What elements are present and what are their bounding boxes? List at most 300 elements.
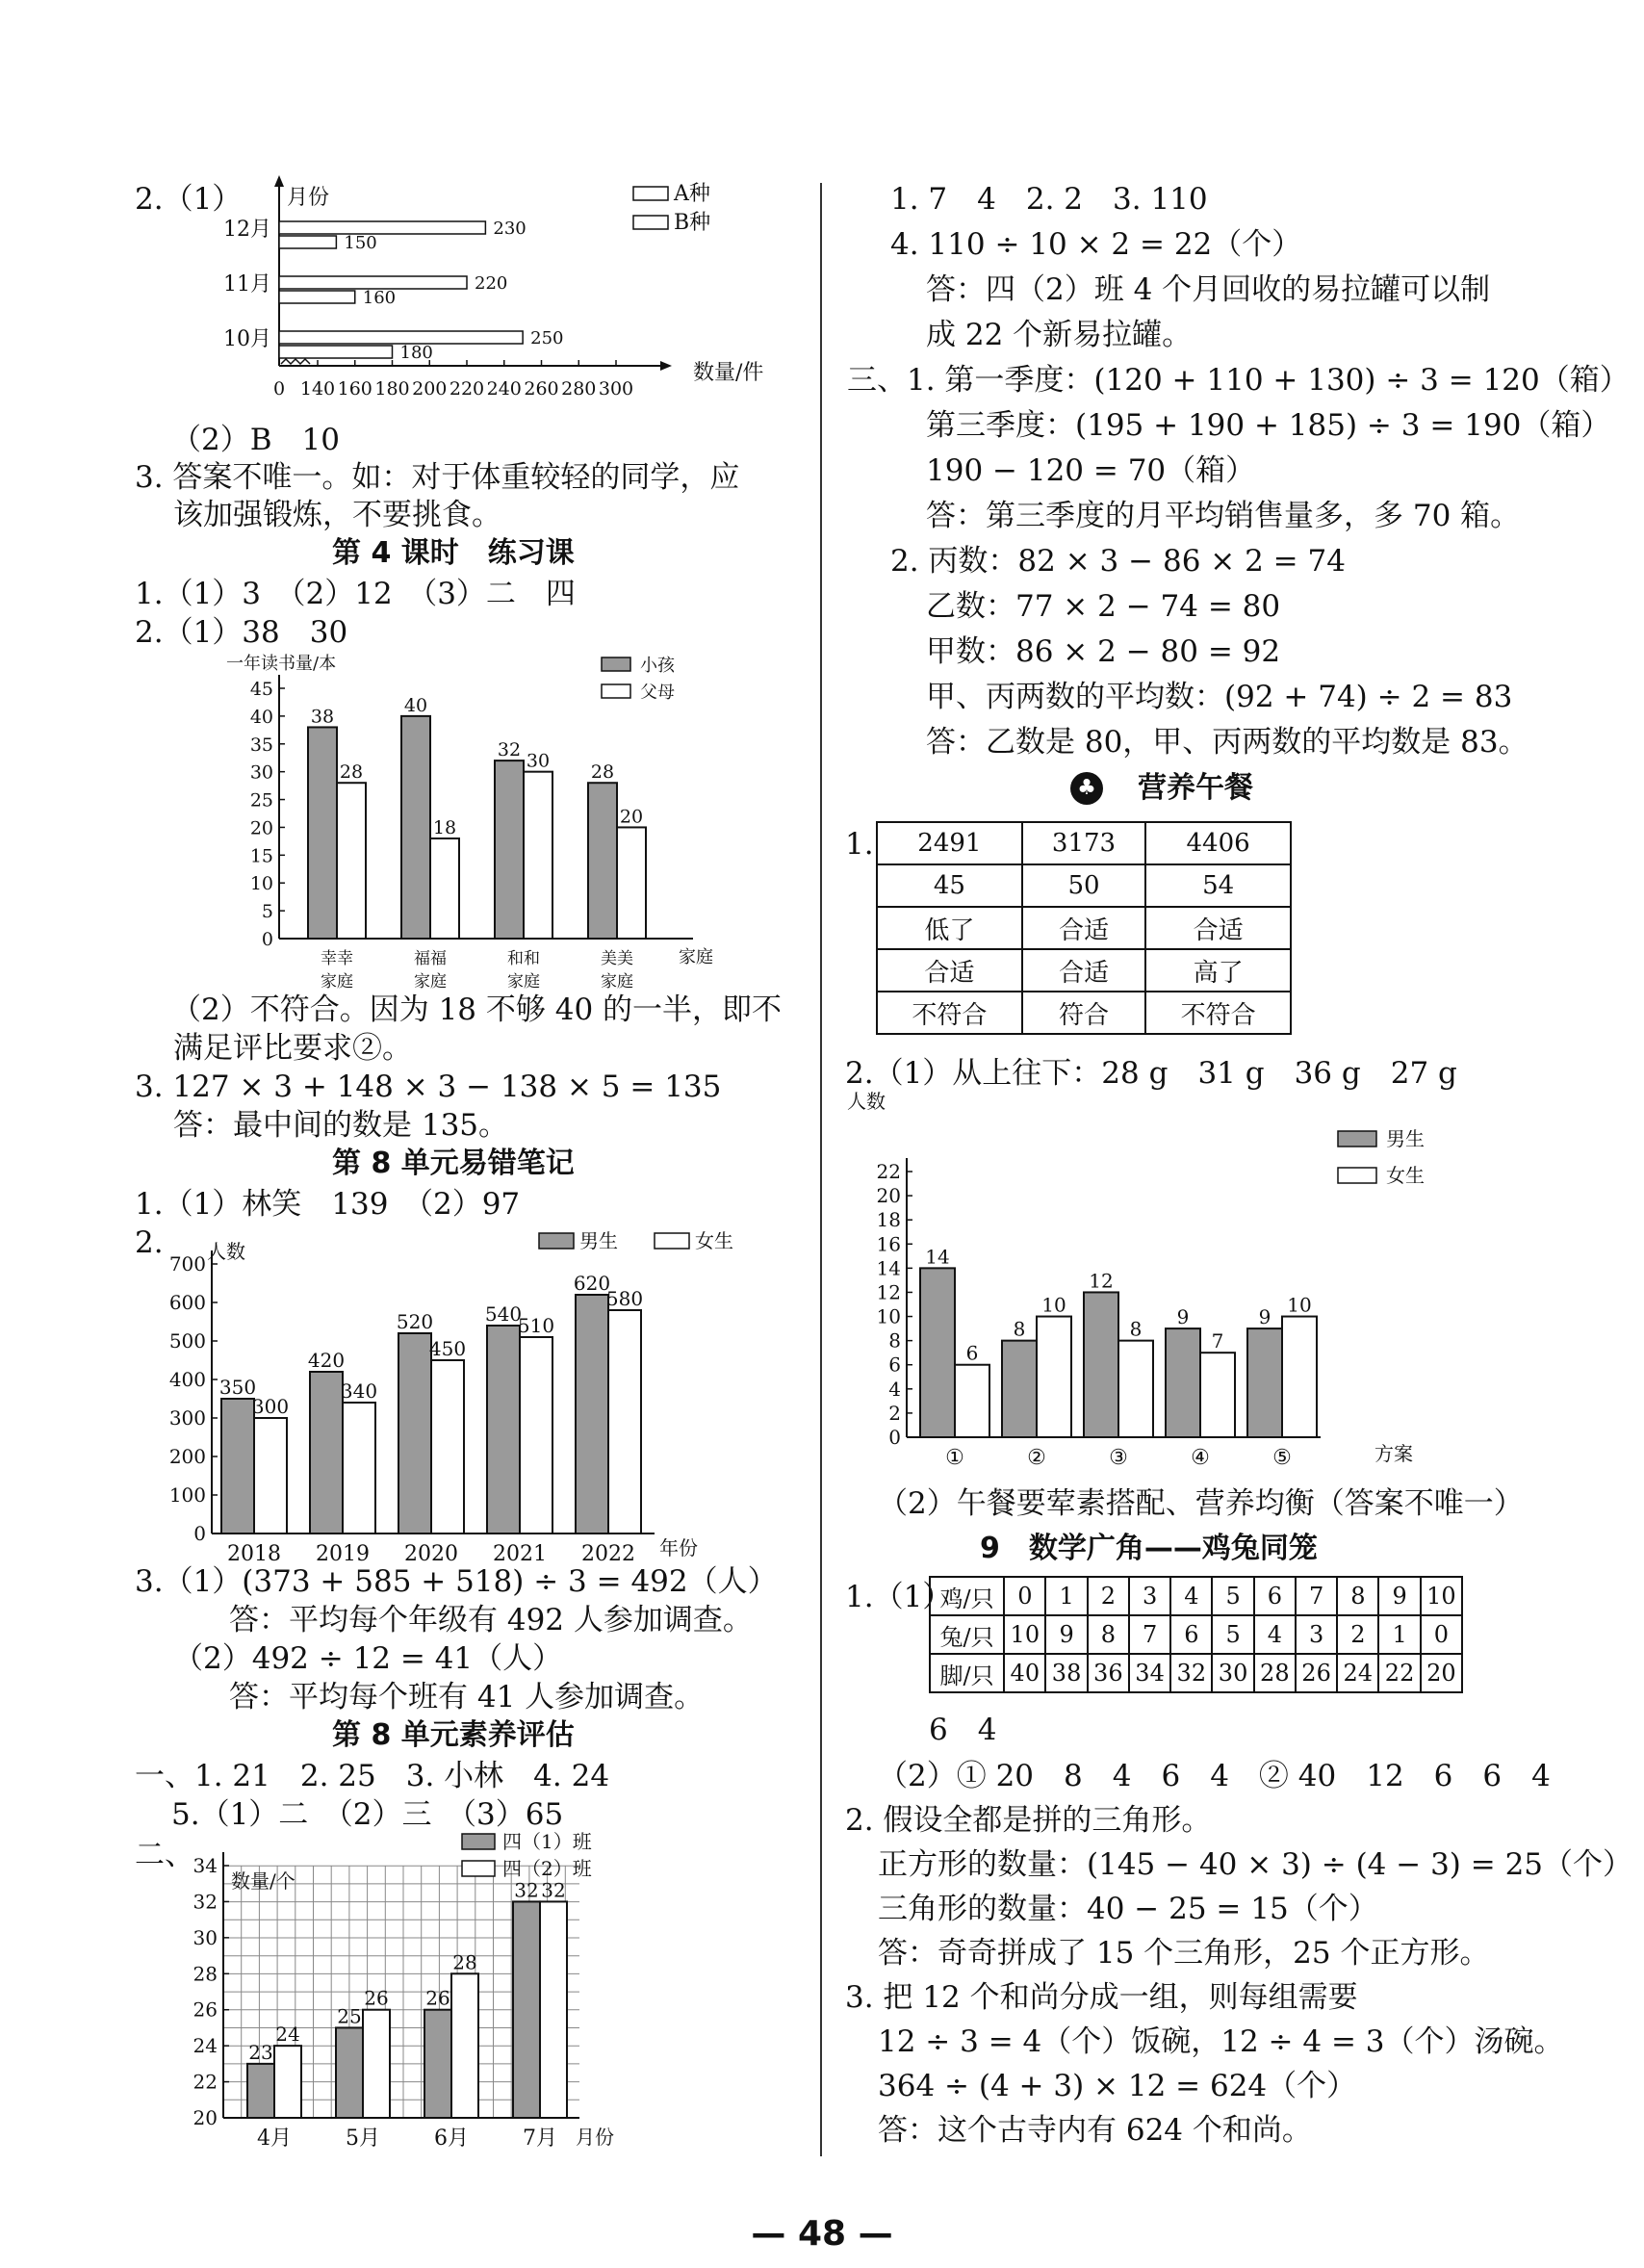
- y-tick-label: 6: [888, 1353, 901, 1377]
- data-label: 14: [925, 1245, 950, 1269]
- axis-break: [281, 359, 310, 364]
- table-cell: 2491: [877, 822, 1022, 864]
- x-axis-label: 方案: [1374, 1442, 1413, 1465]
- data-label: 12: [1089, 1269, 1114, 1293]
- math-q2: 2. 假设全都是拼的三角形。: [845, 1803, 1212, 1838]
- y-tick-label: 200: [168, 1445, 206, 1468]
- data-label: 23: [248, 2040, 273, 2064]
- category-label: ①: [945, 1446, 964, 1470]
- data-label: 420: [307, 1349, 346, 1372]
- bar: [337, 783, 366, 939]
- data-label: 160: [362, 288, 397, 308]
- l4-q3-line1: 3. 127 × 3 + 148 × 3 − 138 × 5 = 135: [135, 1070, 722, 1104]
- legend-swatch: [462, 1834, 495, 1849]
- table-cell: 20: [1421, 1654, 1462, 1692]
- math-q1: 1.（1）: [845, 1580, 953, 1614]
- page-number: — 48 —: [751, 2214, 893, 2254]
- data-label: 32: [514, 1878, 539, 1902]
- table-cell: 0: [1421, 1615, 1462, 1654]
- category-label: 2018: [227, 1542, 281, 1566]
- x-tick-label: 180: [374, 378, 410, 399]
- table-cell: 低了: [877, 907, 1022, 949]
- data-label: 32: [541, 1878, 566, 1902]
- table-cell: 30: [1212, 1654, 1253, 1692]
- table-cell: 7: [1129, 1615, 1170, 1654]
- data-label: 8: [1013, 1317, 1026, 1341]
- y-axis-label: 一年读书量/本: [226, 654, 337, 674]
- bar: [221, 1399, 254, 1533]
- math-q3c: 364 ÷ (4 + 3) × 12 = 624（个）: [878, 2069, 1357, 2103]
- legend-swatch: [602, 657, 630, 671]
- r-line3: 答：四（2）班 4 个月回收的易拉罐可以制: [926, 272, 1491, 307]
- x-axis-label: 数量/件: [693, 361, 764, 385]
- x-tick-label: 0: [272, 378, 286, 399]
- table-cell: 7: [1296, 1577, 1337, 1615]
- heading-lesson4: 第 4 课时 练习课: [332, 536, 575, 570]
- data-label: 220: [475, 273, 508, 294]
- legend-label: 男生: [1386, 1127, 1425, 1150]
- y-tick-label: 25: [249, 789, 273, 812]
- bar: [524, 772, 552, 939]
- legend-swatch: [655, 1233, 689, 1249]
- y-tick-label: 22: [876, 1160, 901, 1183]
- data-label: 8: [1129, 1317, 1143, 1341]
- x-tick-label: 200: [412, 378, 448, 399]
- table-cell: 合适: [1145, 907, 1291, 949]
- table-cell: 4: [1254, 1615, 1296, 1654]
- data-label: 38: [310, 706, 335, 728]
- y-tick-label: 34: [193, 1854, 218, 1877]
- table-row: [877, 992, 1291, 1034]
- legend-swatch: [633, 187, 668, 200]
- bar: [617, 827, 646, 939]
- bar: [520, 1337, 552, 1533]
- legend-label: 小孩: [640, 656, 675, 676]
- data-label: 580: [605, 1287, 644, 1310]
- lunch-q2b: （2）午餐要荤素搭配、营养均衡（答案不唯一）: [878, 1486, 1524, 1521]
- y-tick-label: 400: [168, 1368, 206, 1391]
- table-cell: 合适: [1022, 949, 1145, 992]
- category-label: 5月: [346, 2126, 380, 2151]
- bar: [254, 1418, 287, 1533]
- y-tick-label: 15: [249, 845, 273, 867]
- table-cell: 9: [1378, 1577, 1420, 1615]
- bar: [308, 727, 337, 939]
- table-cell: 32: [1170, 1654, 1212, 1692]
- bar: [1037, 1317, 1071, 1437]
- bar: [279, 291, 355, 303]
- y-tick-label: 22: [193, 2070, 218, 2094]
- l4-q2b-line2: 满足评比要求②。: [173, 1031, 412, 1066]
- table-cell: 5: [1212, 1577, 1253, 1615]
- q2-label: 2.（1）: [135, 182, 243, 217]
- table-cell: 50: [1022, 864, 1145, 907]
- category-label: 福福: [414, 949, 447, 968]
- data-label: 230: [493, 219, 527, 239]
- data-label: 10: [1041, 1293, 1066, 1317]
- bar: [487, 1326, 520, 1533]
- notes-q3-line2: 答：平均每个年级有 492 人参加调查。: [229, 1603, 753, 1637]
- table-cell: 合适: [877, 949, 1022, 992]
- category-label: ③: [1109, 1446, 1128, 1470]
- category-label: 4月: [257, 2126, 292, 2151]
- y-tick-label: 30: [249, 761, 273, 784]
- y-tick-label: 0: [193, 1522, 206, 1545]
- x-tick-label: 140: [299, 378, 336, 399]
- r-line6: 第三季度：(195 + 190 + 185) ÷ 3 = 190（箱）: [926, 408, 1611, 443]
- y-tick-label: 26: [193, 1997, 218, 2022]
- table-cell: 不符合: [877, 992, 1022, 1034]
- r-line13: 答：乙数是 80，甲、丙两数的平均数是 83。: [926, 725, 1528, 760]
- table-cell: 2: [1088, 1577, 1129, 1615]
- table-row: [877, 822, 1291, 864]
- bar: [398, 1333, 431, 1533]
- data-label: 250: [530, 328, 564, 348]
- x-tick-label: 160: [337, 378, 372, 399]
- data-label: 150: [344, 233, 377, 253]
- table-cell: 36: [1088, 1654, 1129, 1692]
- data-label: 340: [340, 1379, 378, 1403]
- table-cell: 合适: [1022, 907, 1145, 949]
- table-row: [877, 864, 1291, 907]
- y-axis-label: 月份: [287, 186, 330, 210]
- y-tick-label: 0: [261, 929, 273, 950]
- legend-swatch: [633, 216, 668, 229]
- table-cell: 26: [1296, 1654, 1337, 1692]
- bar: [430, 838, 459, 939]
- table-cell: 4406: [1145, 822, 1291, 864]
- bar: [363, 2010, 390, 2118]
- bar: [1002, 1341, 1037, 1437]
- math-q1b: 6 4: [929, 1713, 997, 1747]
- bar: [513, 1901, 540, 2118]
- category-label: 11月: [223, 272, 271, 296]
- data-label: 510: [517, 1314, 555, 1337]
- math-q2c: 三角形的数量：40 − 25 = 15（个）: [878, 1892, 1378, 1926]
- heading-notes: 第 8 单元易错笔记: [332, 1147, 575, 1180]
- category-label: 2019: [316, 1542, 370, 1566]
- bar: [247, 2064, 274, 2118]
- math-q3: 3. 把 12 个和尚分成一组，则每组需要: [845, 1980, 1358, 2015]
- legend-label: 父母: [640, 683, 675, 703]
- table-cell: 54: [1145, 864, 1291, 907]
- heading-math: 9 数学广角——鸡兔同笼: [980, 1532, 1318, 1565]
- data-label: 25: [337, 2004, 362, 2028]
- r-line9: 2. 丙数：82 × 3 − 86 × 2 = 74: [890, 544, 1346, 579]
- notes-q1: 1.（1）林笑 139 （2）97: [135, 1187, 521, 1222]
- r-line5: 三、1. 第一季度：(120 + 110 + 130) ÷ 3 = 120（箱）: [847, 363, 1630, 398]
- y-tick-label: 2: [888, 1401, 901, 1425]
- legend-label: 女生: [1386, 1164, 1425, 1187]
- table-cell: 兔/只: [930, 1615, 1004, 1654]
- bar: [920, 1268, 955, 1437]
- r-line10: 乙数：77 × 2 − 74 = 80: [926, 589, 1281, 624]
- table-cell: 4: [1170, 1577, 1212, 1615]
- data-label: 180: [399, 343, 433, 363]
- table-cell: 8: [1088, 1615, 1129, 1654]
- legend-swatch: [462, 1861, 495, 1876]
- bar: [274, 2046, 301, 2118]
- legend-swatch: [1338, 1131, 1376, 1147]
- chart-horizontal-bar: [221, 173, 799, 404]
- notes-q3-line4: 答：平均每个班有 41 人参加调查。: [229, 1680, 705, 1714]
- table-cell: 1: [1378, 1615, 1420, 1654]
- data-label: 300: [251, 1395, 290, 1418]
- lunch-q2: 2.（1）从上往下：28 g 31 g 36 g 27 g: [845, 1056, 1457, 1091]
- data-label: 28: [452, 1950, 477, 1974]
- x-tick-label: 280: [561, 378, 597, 399]
- data-label: 28: [339, 761, 364, 784]
- y-tick-label: 14: [876, 1256, 901, 1280]
- data-label: 26: [425, 1986, 450, 2010]
- bar: [955, 1365, 989, 1437]
- data-label: 26: [364, 1986, 389, 2010]
- y-tick-label: 32: [193, 1890, 218, 1914]
- data-label: 6: [965, 1341, 979, 1365]
- table-cell: 40: [1004, 1654, 1045, 1692]
- data-label: 9: [1258, 1305, 1272, 1329]
- table-cell: 5: [1212, 1615, 1253, 1654]
- q2-2-answer: （2）B 10: [171, 423, 340, 457]
- category-label: 幸幸: [321, 949, 353, 968]
- q3-line2: 该加强锻炼，不要挑食。: [173, 498, 501, 532]
- bar: [608, 1310, 641, 1533]
- lunch-q1: 1.: [845, 827, 874, 862]
- table-cell: 6: [1170, 1615, 1212, 1654]
- data-label: 7: [1211, 1329, 1224, 1353]
- category-label: ④: [1191, 1446, 1210, 1470]
- table-cell: 0: [1004, 1577, 1045, 1615]
- notes-q3-line1: 3.（1）(373 + 585 + 518) ÷ 3 = 492（人）: [135, 1564, 778, 1599]
- math-q2b: 正方形的数量：(145 − 40 × 3) ÷ (4 − 3) = 25（个）: [878, 1847, 1633, 1882]
- bar: [336, 2027, 363, 2118]
- table-cell: 6: [1254, 1577, 1296, 1615]
- category-label: 美美: [601, 949, 633, 968]
- table-cell: 1: [1045, 1577, 1087, 1615]
- r-line4: 成 22 个新易拉罐。: [926, 318, 1193, 352]
- x-tick-label: 240: [486, 378, 522, 399]
- table-cell: 不符合: [1145, 992, 1291, 1034]
- r-line7: 190 − 120 = 70（箱）: [926, 453, 1256, 488]
- category-label: 家庭: [414, 972, 447, 992]
- x-axis-label: 月份: [576, 2126, 614, 2149]
- bar: [540, 1901, 567, 2118]
- category-label: 6月: [434, 2126, 469, 2151]
- x-axis-label: 家庭: [679, 947, 713, 967]
- bar: [576, 1295, 608, 1533]
- y-tick-label: 24: [193, 2034, 218, 2058]
- l4-q2: 2.（1）38 30: [135, 615, 348, 650]
- table-cell: 3: [1129, 1577, 1170, 1615]
- y-tick-label: 20: [876, 1184, 901, 1208]
- l4-q2b-line1: （2）不符合。因为 18 不够 40 的一半，即不: [171, 992, 783, 1027]
- bar: [1282, 1317, 1317, 1437]
- data-label: 40: [403, 694, 428, 716]
- data-label: 350: [218, 1376, 257, 1399]
- r-line12: 甲、丙两数的平均数：(92 + 74) ÷ 2 = 83: [926, 680, 1513, 714]
- legend-label: A种: [674, 182, 710, 206]
- category-label: 家庭: [321, 972, 353, 992]
- chart-plan-bar: [847, 1090, 1482, 1478]
- bar: [1084, 1292, 1118, 1437]
- y-tick-label: 20: [249, 817, 273, 839]
- category-label: ⑤: [1272, 1446, 1292, 1470]
- category-label: 10月: [223, 327, 271, 351]
- notes-q3-line3: （2）492 ÷ 12 = 41（人）: [173, 1641, 563, 1676]
- data-label: 620: [573, 1272, 611, 1295]
- category-label: 2022: [581, 1542, 635, 1566]
- bar: [1118, 1341, 1153, 1437]
- table-row: [877, 949, 1291, 992]
- table-row: [930, 1615, 1462, 1654]
- y-tick-label: 5: [261, 901, 273, 923]
- table-row: [930, 1654, 1462, 1692]
- y-tick-label: 35: [249, 734, 273, 756]
- bar: [1200, 1353, 1235, 1437]
- x-tick-label: 300: [598, 378, 634, 399]
- table-row: [877, 907, 1291, 949]
- math-q2d: 答：奇奇拼成了 15 个三角形，25 个正方形。: [878, 1936, 1490, 1971]
- table-cell: 3173: [1022, 822, 1145, 864]
- bar: [279, 346, 393, 358]
- y-tick-label: 8: [888, 1328, 901, 1353]
- table-cell: 38: [1045, 1654, 1087, 1692]
- r-line1: 1. 7 4 2. 2 3. 110: [890, 182, 1208, 217]
- table-cell: 鸡/只: [930, 1577, 1004, 1615]
- q3-line1: 3. 答案不唯一。如：对于体重较轻的同学，应: [135, 460, 740, 495]
- math-q3b: 12 ÷ 3 = 4（个）饭碗，12 ÷ 4 = 3（个）汤碗。: [878, 2024, 1564, 2059]
- data-label: 32: [497, 739, 522, 761]
- math-q1c: （2）① 20 8 4 6 4 ② 40 12 6 6 4: [878, 1759, 1551, 1793]
- y-tick-label: 100: [168, 1483, 206, 1507]
- chart-class-bar: [183, 1830, 722, 2152]
- bar: [310, 1372, 343, 1533]
- y-tick-label: 16: [876, 1232, 901, 1256]
- category-label: 7月: [523, 2126, 557, 2151]
- category-label: 和和: [507, 949, 540, 968]
- sprout-icon: ♣: [1070, 772, 1103, 805]
- r-line2: 4. 110 ÷ 10 × 2 = 22（个）: [890, 227, 1302, 262]
- data-label: 520: [396, 1310, 434, 1333]
- table-cell: 22: [1378, 1654, 1420, 1692]
- data-label: 30: [526, 750, 551, 772]
- bar: [588, 783, 617, 939]
- y-axis-label: 人数: [847, 1090, 886, 1113]
- table-cell: 9: [1045, 1615, 1087, 1654]
- category-label: 家庭: [601, 972, 633, 992]
- legend-label: 四（1）班: [502, 1830, 592, 1853]
- y-axis-label: 数量/个: [231, 1869, 295, 1893]
- y-tick-label: 500: [168, 1329, 206, 1353]
- column-divider: [820, 183, 822, 2156]
- y-axis-arrow: [274, 175, 284, 187]
- legend-swatch: [602, 684, 630, 698]
- bar: [279, 236, 336, 248]
- table-cell: 24: [1337, 1654, 1378, 1692]
- r-line11: 甲数：86 × 2 − 80 = 92: [926, 634, 1281, 669]
- l4-q3-line2: 答：最中间的数是 135。: [173, 1108, 509, 1143]
- category-label: 2021: [493, 1542, 547, 1566]
- math-q3d: 答：这个古寺内有 624 个和尚。: [878, 2113, 1312, 2148]
- bar: [1247, 1328, 1282, 1437]
- eval-line2: 5.（1）二 （2）三 （3）65: [171, 1797, 564, 1832]
- legend-label: 男生: [579, 1229, 618, 1252]
- data-label: 28: [590, 761, 615, 784]
- y-tick-label: 18: [876, 1208, 901, 1232]
- bar: [451, 1973, 478, 2118]
- legend-label: B种: [674, 211, 711, 235]
- legend-label: 女生: [695, 1229, 733, 1252]
- y-tick-label: 600: [168, 1291, 206, 1314]
- table-cell: 34: [1129, 1654, 1170, 1692]
- y-tick-label: 4: [888, 1377, 901, 1401]
- table-cell: 8: [1337, 1577, 1378, 1615]
- data-label: 24: [275, 2023, 300, 2047]
- bar: [401, 716, 430, 939]
- heading-eval: 第 8 单元素养评估: [332, 1718, 575, 1752]
- y-tick-label: 40: [249, 706, 273, 728]
- bar: [424, 2010, 451, 2118]
- bar: [1166, 1328, 1200, 1437]
- y-tick-label: 28: [193, 1962, 218, 1986]
- table-cell: 10: [1004, 1615, 1045, 1654]
- legend-label: 四（2）班: [502, 1857, 592, 1880]
- y-axis-label: 人数: [207, 1240, 245, 1263]
- bar: [495, 760, 524, 939]
- table-row: [930, 1577, 1462, 1615]
- table-cell: 符合: [1022, 992, 1145, 1034]
- data-label: 20: [619, 806, 644, 828]
- table-cell: 10: [1421, 1577, 1462, 1615]
- category-label: 12月: [223, 218, 271, 242]
- x-axis-arrow: [660, 361, 672, 371]
- chart-reading-bar: [226, 650, 746, 996]
- lunch-table: [876, 821, 1292, 1035]
- legend-swatch: [1338, 1168, 1376, 1183]
- data-label: 540: [484, 1302, 523, 1326]
- r-line8: 答：第三季度的月平均销售量多，多 70 箱。: [926, 499, 1521, 533]
- category-label: 家庭: [507, 972, 540, 992]
- bar: [279, 221, 485, 234]
- chart-students-bar: [164, 1218, 780, 1564]
- table-cell: 脚/只: [930, 1654, 1004, 1692]
- eval-er: 二、: [135, 1838, 194, 1872]
- category-label: ②: [1027, 1446, 1046, 1470]
- y-tick-label: 10: [876, 1304, 901, 1328]
- x-tick-label: 260: [524, 378, 559, 399]
- l4-q1: 1.（1）3 （2）12 （3）二 四: [135, 577, 576, 611]
- notes-q2: 2.: [135, 1225, 164, 1260]
- y-tick-label: 20: [193, 2106, 218, 2129]
- x-tick-label: 220: [449, 378, 485, 399]
- data-label: 10: [1287, 1293, 1312, 1317]
- data-label: 450: [428, 1337, 467, 1360]
- heading-lunch: 营养午餐: [1138, 771, 1253, 805]
- y-tick-label: 45: [249, 679, 273, 700]
- table-cell: 高了: [1145, 949, 1291, 992]
- table-cell: 3: [1296, 1615, 1337, 1654]
- y-tick-label: 30: [193, 1925, 218, 1949]
- y-tick-label: 700: [168, 1252, 206, 1276]
- bar: [431, 1360, 464, 1533]
- table-cell: 45: [877, 864, 1022, 907]
- eval-line1: 一、1. 21 2. 25 3. 小林 4. 24: [135, 1759, 610, 1793]
- table-cell: 28: [1254, 1654, 1296, 1692]
- data-label: 18: [432, 817, 457, 838]
- y-tick-label: 0: [888, 1426, 901, 1449]
- chicken-rabbit-table: [929, 1576, 1463, 1693]
- x-axis-label: 年份: [659, 1536, 698, 1559]
